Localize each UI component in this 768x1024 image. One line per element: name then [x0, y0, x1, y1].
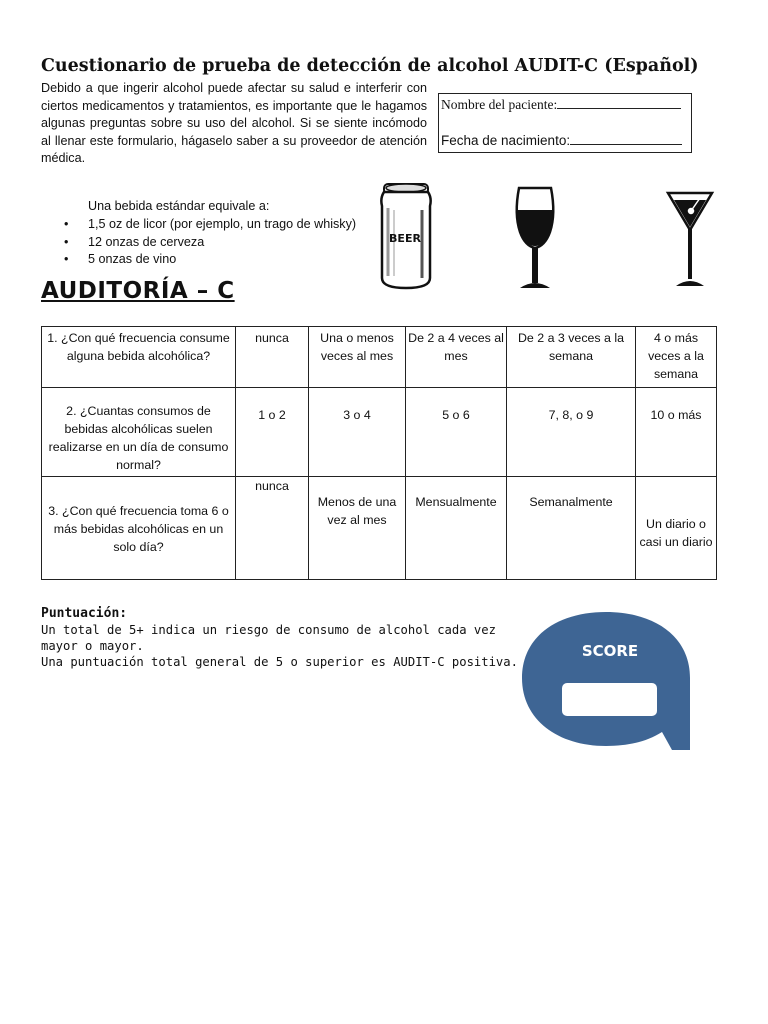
scoring-line-1: Un total de 5+ indica un riesgo de consumo de alcohol cada vez mayor o mayor. — [41, 623, 496, 653]
scoring-line-2: Una puntuación total general de 5 o superior es AUDIT-C positiva. — [41, 655, 518, 669]
audit-c-table — [41, 326, 717, 580]
scoring-text — [41, 622, 519, 670]
beer-can-icon — [378, 180, 434, 292]
question-cell: 3. ¿Con qué frecuencia toma 6 o más bebidas alcohólicas en un solo día? — [42, 477, 236, 580]
list-item: • 1,5 oz de licor (por ejemplo, un trago de whisky) — [62, 216, 356, 234]
birth-date-label: Fecha de nacimiento: — [441, 133, 571, 148]
list-item: • 5 onzas de vino — [62, 251, 356, 269]
score-badge-label: SCORE — [581, 642, 639, 660]
question-cell: 1. ¿Con qué frecuencia consume alguna bebida alcohólica? — [42, 327, 236, 388]
score-badge — [522, 610, 690, 750]
answer-option[interactable]: De 2 a 4 veces al mes — [406, 327, 507, 388]
question-cell: 2. ¿Cuantas consumos de bebidas alcohólicas suelen realizarse en un día de consumo normal? — [42, 388, 236, 477]
answer-option[interactable]: 3 o 4 — [309, 388, 406, 477]
table-row — [42, 388, 717, 477]
answer-option[interactable]: Mensualmente — [406, 477, 507, 580]
answer-option[interactable]: 10 o más — [636, 388, 717, 477]
patient-name-label: Nombre del paciente: — [441, 97, 558, 112]
intro-paragraph: Debido a que ingerir alcohol puede afectar su salud e interferir con ciertos medicamentos y tratamientos, es importante que le hagamos algunas preguntas sobre su uso del alcohol. Si se siente incómodo al llenar este formulario, hágaselo saber a su proveedor de atención médica. — [41, 81, 427, 165]
list-item: • 12 onzas de cerveza — [62, 234, 356, 252]
standard-drink-intro: Una bebida estándar equivale a: — [88, 199, 270, 213]
answer-option[interactable]: nunca — [236, 327, 309, 388]
patient-info-box — [438, 93, 692, 153]
answer-option[interactable]: Semanalmente — [507, 477, 636, 580]
answer-option[interactable]: 1 o 2 — [236, 388, 309, 477]
score-input-box[interactable] — [562, 683, 657, 716]
answer-option[interactable]: De 2 a 3 veces a la semana — [507, 327, 636, 388]
answer-option[interactable]: 5 o 6 — [406, 388, 507, 477]
section-title: AUDITORÍA – C — [41, 278, 235, 304]
birth-date-field[interactable] — [441, 132, 682, 148]
table-row — [42, 327, 717, 388]
answer-option[interactable]: 4 o más veces a la semana — [636, 327, 717, 388]
patient-name-field[interactable] — [441, 96, 681, 113]
birth-date-line[interactable] — [570, 132, 682, 145]
table-row — [42, 477, 717, 580]
page-title: Cuestionario de prueba de detección de alcohol AUDIT-C (Español) — [41, 56, 699, 76]
answer-option[interactable]: Una o menos veces al mes — [309, 327, 406, 388]
answer-option[interactable]: Menos de una vez al mes — [309, 477, 406, 580]
patient-name-line[interactable] — [557, 96, 681, 109]
scoring-label: Puntuación: — [41, 606, 128, 621]
martini-glass-icon — [665, 190, 715, 290]
can-label: BEER — [389, 232, 421, 245]
standard-drink-list — [62, 216, 356, 269]
score-badge-shape — [522, 612, 690, 750]
answer-option[interactable]: nunca — [236, 477, 309, 580]
answer-option[interactable]: Un diario o casi un diario — [636, 477, 717, 580]
answer-option[interactable]: 7, 8, o 9 — [507, 388, 636, 477]
wine-glass-icon — [512, 184, 558, 292]
